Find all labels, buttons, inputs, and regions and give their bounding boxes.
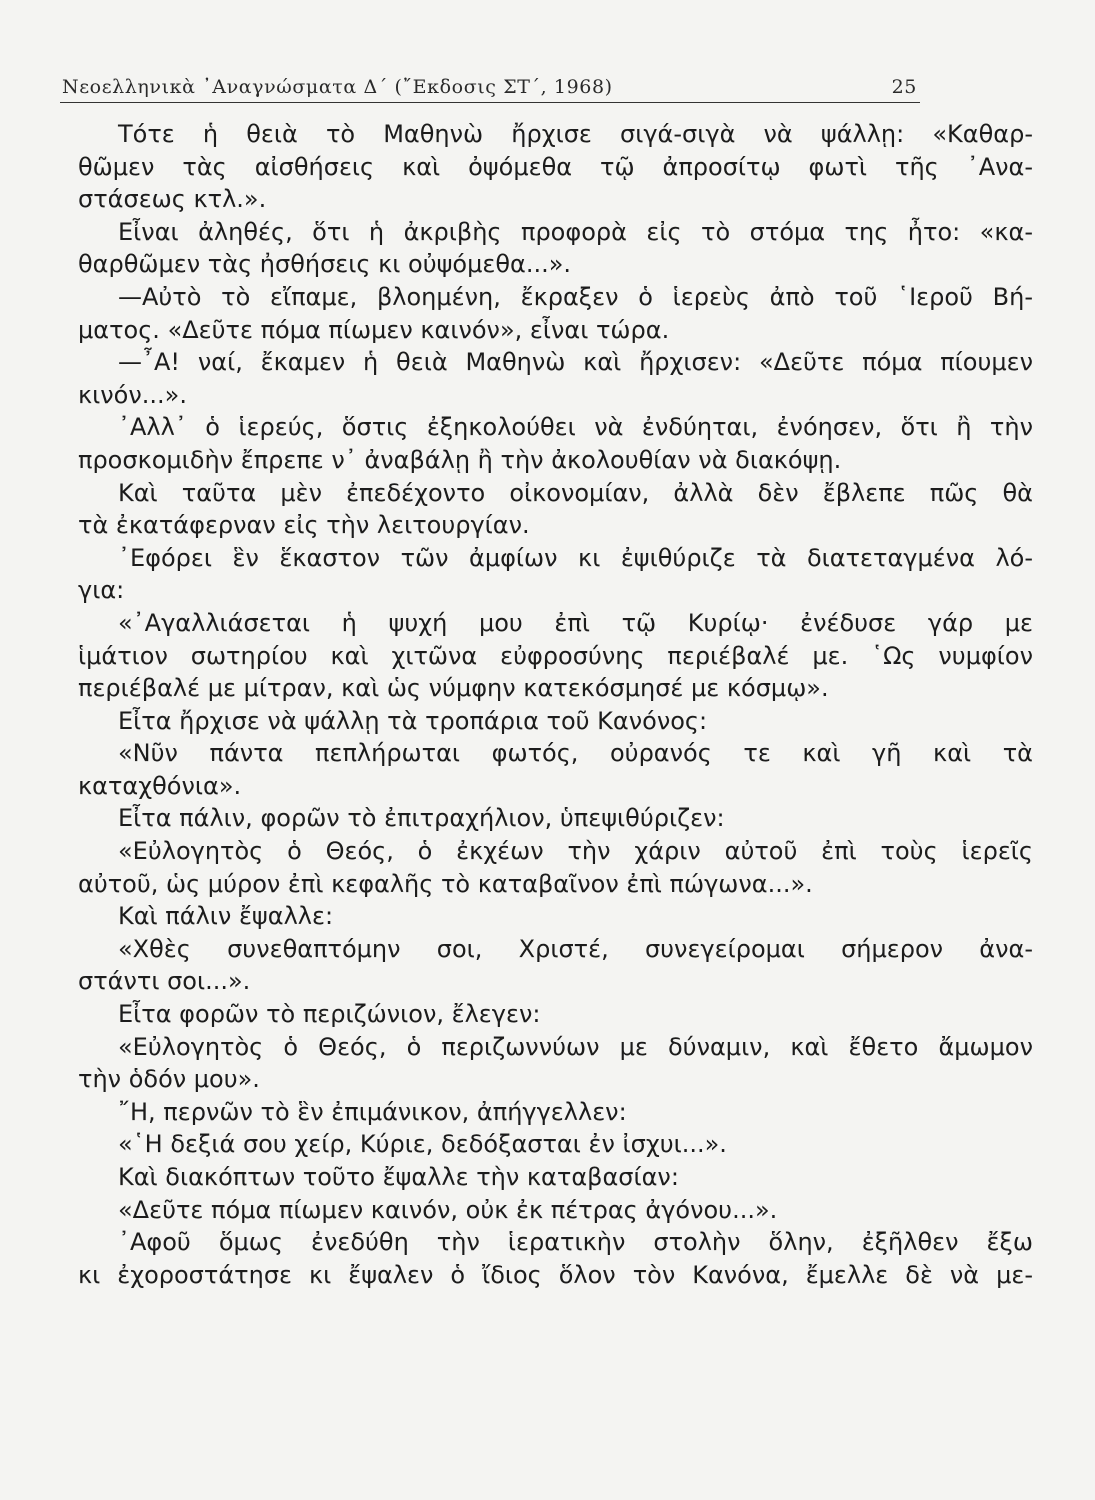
text-line: κινόν...». [78, 380, 187, 409]
text-line: Καὶ πάλιν ἔψαλλε: [118, 902, 334, 931]
text-line: ἱμάτιον σωτηρίου καὶ χιτῶνα εὐφροσύνης περιέβαλέ με. ῾Ως νυμφίον [78, 641, 1033, 670]
text-line: Καὶ ταῦτα μὲν ἐπεδέχοντο οἰκονομίαν, ἀλλὰ δὲν ἔβλεπε πῶς θὰ [118, 478, 1033, 507]
text-line: τὴν ὁδόν μου». [78, 1065, 260, 1094]
running-header [62, 66, 917, 98]
text-line: ῎Η, περνῶν τὸ ἓν ἐπιμάνικον, ἀπήγγελλεν: [118, 1097, 627, 1126]
text-line: «᾿Αγαλλιάσεται ἡ ψυχή μου ἐπὶ τῷ Κυρίῳ· ἐνέδυσε γάρ με [118, 608, 1033, 637]
header-title: Νεοελληνικὰ ᾿Αναγνώσματα Δ´ (῎Εκδοσις ΣΤ´, 1968) [62, 76, 613, 98]
text-line: Εἶτα ἤρχισε νὰ ψάλλῃ τὰ τροπάρια τοῦ Κανόνος: [118, 706, 708, 735]
text-line: καταχθόνια». [78, 771, 242, 800]
text-line: Εἶτα φορῶν τὸ περιζώνιον, ἔλεγεν: [118, 1000, 541, 1029]
text-line: ᾿Εφόρει ἓν ἕκαστον τῶν ἀμφίων κι ἐψιθύριζε τὰ διατεταγμένα λό- [118, 543, 1033, 572]
text-line: Τότε ἡ θειὰ τὸ Μαθηνὼ ἤρχισε σιγά-σιγὰ νὰ ψάλλῃ: «Καθαρ- [118, 120, 1033, 148]
text-line: περιέβαλέ με μίτραν, καὶ ὡς νύμφην κατεκόσμησέ με κόσμῳ». [78, 674, 829, 703]
text-line: θαρθῶμεν τὰς ἠσθήσεις κι οὐψόμεθα...». [78, 250, 572, 279]
text-line: «Νῦν πάντα πεπλήρωται φωτός, οὐρανός τε καὶ γῆ καὶ τὰ [118, 739, 1033, 768]
header-rule [60, 102, 920, 103]
text-line: «Χθὲς συνεθαπτόμην σοι, Χριστέ, συνεγείρομαι σήμερον ἀνα- [118, 934, 1033, 963]
text-line: Εἶτα πάλιν, φορῶν τὸ ἐπιτραχήλιον, ὑπεψιθύριζεν: [118, 804, 725, 833]
text-line: κι ἐχοροστάτησε κι ἔψαλεν ὁ ἴδιος ὅλον τὸν Κανόνα, ἔμελλε δὲ νὰ με- [78, 1260, 1033, 1289]
text-line: —Αὐτὸ τὸ εἴπαμε, βλοημένη, ἔκραξεν ὁ ἱερεὺς ἀπὸ τοῦ ῾Ιεροῦ Βή- [118, 282, 1033, 311]
text-line: στάντι σοι...». [78, 967, 251, 996]
text-line: αὐτοῦ, ὡς μύρον ἐπὶ κεφαλῆς τὸ καταβαῖνον ἐπὶ πώγωνα...». [78, 869, 813, 898]
text-line: ματος. «Δεῦτε πόμα πίωμεν καινόν», εἶναι τώρα. [78, 315, 670, 344]
text-line: για: [78, 576, 125, 605]
text-line: θῶμεν τὰς αἰσθήσεις καὶ ὀψόμεθα τῷ ἀπροσίτῳ φωτὶ τῆς ᾿Ανα- [78, 152, 1033, 181]
text-line: «Εὐλογητὸς ὁ Θεός, ὁ περιζωννύων με δύναμιν, καὶ ἔθετο ἄμωμον [118, 1032, 1033, 1061]
text-line: Καὶ διακόπτων τοῦτο ἔψαλλε τὴν καταβασίαν: [118, 1163, 679, 1191]
text-line: —῏Α! ναί, ἔκαμεν ἡ θειὰ Μαθηνὼ καὶ ἤρχισεν: «Δεῦτε πόμα πίουμεν [118, 348, 1033, 377]
body-text [78, 118, 1033, 1291]
text-line: ᾿Αλλ᾿ ὁ ἱερεύς, ὅστις ἐξηκολούθει νὰ ἐνδύηται, ἐνόησεν, ὅτι ἢ τὴν [118, 413, 1033, 442]
text-line: «῾Η δεξιά σου χείρ, Κύριε, δεδόξασται ἐν ἰσχυι...». [118, 1130, 727, 1159]
text-line: «Δεῦτε πόμα πίωμεν καινόν, οὐκ ἐκ πέτρας ἀγόνου...». [118, 1195, 778, 1224]
text-line: στάσεως κτλ.». [78, 185, 267, 214]
text-line: Εἶναι ἀληθές, ὅτι ἡ ἀκριβὴς προφορὰ εἰς τὸ στόμα της ἦτο: «κα- [118, 217, 1033, 246]
text-line: τὰ ἐκατάφερναν εἰς τὴν λειτουργίαν. [78, 511, 530, 540]
text-line: προσκομιδὴν ἔπρεπε ν᾿ ἀναβάλῃ ἢ τὴν ἀκολουθίαν νὰ διακόψῃ. [78, 445, 842, 474]
page-number: 25 [891, 76, 917, 98]
text-line: ᾿Αφοῦ ὅμως ἐνεδύθη τὴν ἱερατικὴν στολὴν ὅλην, ἐξῆλθεν ἔξω [118, 1228, 1033, 1257]
text-line: «Εὐλογητὸς ὁ Θεός, ὁ ἐκχέων τὴν χάριν αὐτοῦ ἐπὶ τοὺς ἱερεῖς [118, 837, 1033, 866]
